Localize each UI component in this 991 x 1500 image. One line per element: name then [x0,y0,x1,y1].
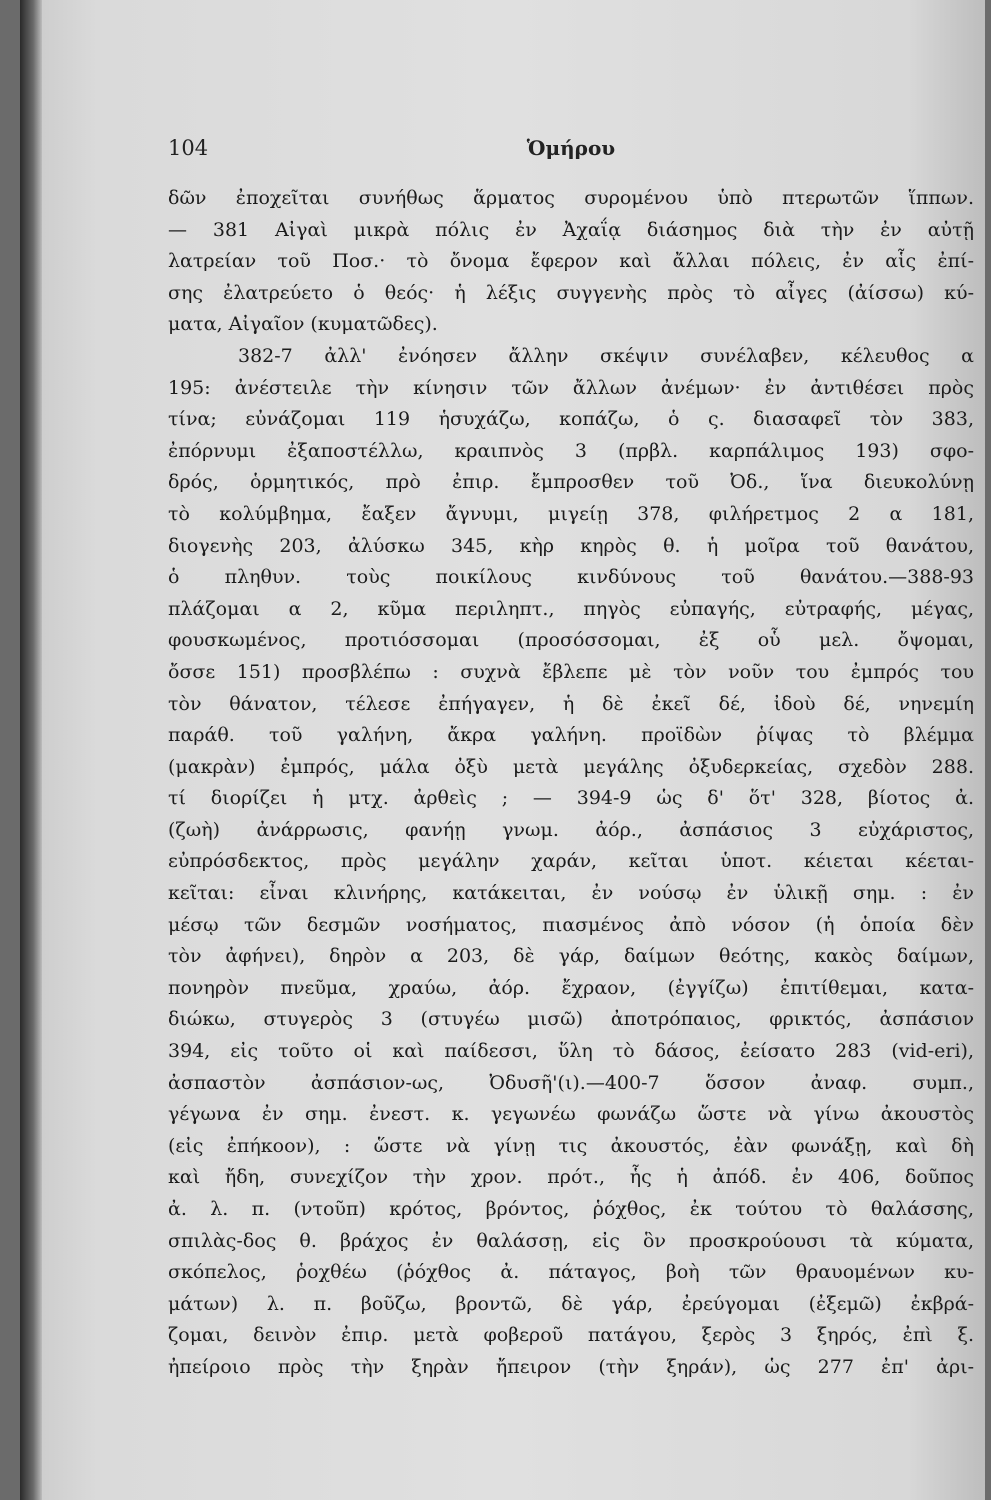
text-line: ἠπείροιο πρὸς τὴν ξηρὰν ἤπειρον (τὴν ξηράν), ὡς 277 ἐπ' ἀρι- [168,1355,974,1378]
text-line: παράθ. τοῦ γαλήνη, ἄκρα γαλήνη. προϊδὼν ῥίψας τὸ βλέμμα [168,724,974,747]
page-gutter-shadow [20,0,42,1500]
text-line: ἐπόρνυμι ἐξαποστέλλω, κραιπνὸς 3 (πρβλ. καρπάλιμος 193) σφο- [168,439,974,462]
text-line: τὸ κολύμβημα, ἔαξεν ἄγνυμι, μιγείῃ 378, φιλήρετμος 2 α 181, [168,502,974,525]
text-line: (ζωὴ) ἀνάρρωσις, φανήῃ γνωμ. ἀόρ., ἀσπάσιος 3 εὐχάριστος, [168,818,974,841]
text-line: πλάζομαι α 2, κῦμα περιληπτ., πηγὸς εὐπαγής, εὐτραφής, μέγας, [168,597,974,620]
text-line: 394, εἰς τοῦτο οἱ καὶ παίδεσσι, ὕλη τὸ δάσος, ἐείσατο 283 (vid-eri), [168,1040,974,1063]
text-line: διώκω, στυγερὸς 3 (στυγέω μισῶ) ἀποτρόπαιος, φρικτός, ἀσπάσιον [168,1008,974,1031]
text-line: κεῖται: εἶναι κλινήρης, κατάκειται, ἐν νούσῳ ἐν ὑλικῇ σημ. : ἐν [168,882,974,905]
text-line: πονηρὸν πνεῦμα, χραύω, ἀόρ. ἔχραον, (ἐγγίζω) ἐπιτίθεμαι, κατα- [168,976,974,999]
commentary-text [168,183,974,1384]
text-line: σκόπελος, ῥοχθέω (ῥόχθος ἀ. πάταγος, βοὴ τῶν θραυομένων κυ- [168,1261,974,1284]
text-line: ἀσπαστὸν ἀσπάσιον-ως, Ὀδυσῆ'(ι).—400-7 ὅσσον ἀναφ. συμπ., [168,1071,974,1094]
text-line: — 381 Αἰγαὶ μικρὰ πόλις ἐν Ἀχαΐᾳ διάσημος διὰ τὴν ἐν αὐτῇ [168,218,974,241]
text-line: γέγωνα ἐν σημ. ἐνεστ. κ. γεγωνέω φωνάζω ὥστε νὰ γίνω ἀκουστὸς [168,1103,974,1126]
text-line: σπιλὰς-δος θ. βράχος ἐν θαλάσσῃ, εἰς ὃν προσκρούουσι τὰ κύματα, [168,1229,974,1252]
text-line: (εἰς ἐπήκοον), : ὥστε νὰ γίνῃ τις ἀκουστός, ἐὰν φωνάξῃ, καὶ δὴ [168,1134,974,1157]
text-line: φουσκωμένος, προτιόσσομαι (προσόσσομαι, ἐξ οὗ μελ. ὄψομαι, [168,629,974,652]
text-line: ὄσσε 151) προσβλέπω : συχνὰ ἔβλεπε μὲ τὸν νοῦν του ἐμπρός του [168,660,974,683]
text-line: τί διορίζει ἡ μτχ. ἀρθεὶς ; — 394-9 ὡς δ' ὅτ' 328, βίοτος ἀ. [168,787,974,810]
text-line: εὐπρόσδεκτος, πρὸς μεγάλην χαράν, κεῖται ὑποτ. κέιεται κέεται- [168,850,974,873]
text-line: ματα, Αἰγαῖον (κυματῶδες). [168,313,438,336]
page-number: 104 [168,136,209,160]
text-line: ζομαι, δεινὸν ἐπιρ. μετὰ φοβεροῦ πατάγου, ξερὸς 3 ξηρός, ἐπὶ ξ. [168,1324,974,1347]
text-line: ὁ πληθυν. τοὺς ποικίλους κινδύνους τοῦ θανάτου.—388-93 [168,566,974,589]
text-line: ἀ. λ. π. (ντοῦπ) κρότος, βρόντος, ῥόχθος, ἐκ τούτου τὸ θαλάσσης, [168,1198,974,1220]
text-line: (μακρὰν) ἐμπρός, μάλα ὀξὺ μετὰ μεγάλης ὀξυδερκείας, σχεδὸν 288. [168,755,974,778]
page-header [168,136,974,170]
book-page [20,0,985,1500]
text-line: δῶν ἐποχεῖται συνήθως ἅρματος συρομένου ὑπὸ πτερωτῶν ἵππων. [168,187,974,209]
text-line: διογενὴς 203, ἀλύσκω 345, κὴρ κηρὸς θ. ἡ μοῖρα τοῦ θανάτου, [168,534,974,557]
running-title: Ὁμήρου [526,136,616,160]
text-line: τίνα; εὐνάζομαι 119 ἡσυχάζω, κοπάζω, ὁ ς. διασαφεῖ τὸν 383, [168,408,974,431]
text-line: μέσῳ τῶν δεσμῶν νοσήματος, πιασμένος ἀπὸ νόσον (ἡ ὁποία δὲν [168,913,974,936]
text-line: λατρείαν τοῦ Ποσ.· τὸ ὄνομα ἔφερον καὶ ἄλλαι πόλεις, ἐν αἷς ἐπί- [168,250,974,273]
text-line: μάτων) λ. π. βοῦζω, βροντῶ, δὲ γάρ, ἐρεύγομαι (ἐξεμῶ) ἐκβρά- [168,1292,974,1315]
text-line: καὶ ἤδη, συνεχίζον τὴν χρον. πρότ., ἧς ἡ ἀπόδ. ἐν 406, δοῦπος [168,1166,974,1189]
text-line: 382-7 ἀλλ' ἐνόησεν ἄλλην σκέψιν συνέλαβεν, κέλευθος α [238,344,974,367]
text-line: σης ἐλατρεύετο ὁ θεός· ἡ λέξις συγγενὴς πρὸς τὸ αἶγες (ἀίσσω) κύ- [168,281,974,304]
text-line: 195: ἀνέστειλε τὴν κίνησιν τῶν ἄλλων ἀνέμων· ἐν ἀντιθέσει πρὸς [168,376,974,399]
text-line: τὸν θάνατον, τέλεσε ἐπήγαγεν, ἡ δὲ ἐκεῖ δέ, ἰδοὺ δέ, νηνεμίη [168,692,974,715]
text-line: δρός, ὁρμητικός, πρὸ ἐπιρ. ἔμπροσθεν τοῦ Ὀδ., ἵνα διευκολύνῃ [168,471,974,494]
text-line: τὸν ἀφήνει), δηρὸν α 203, δὲ γάρ, δαίμων θεότης, κακὸς δαίμων, [168,945,974,968]
